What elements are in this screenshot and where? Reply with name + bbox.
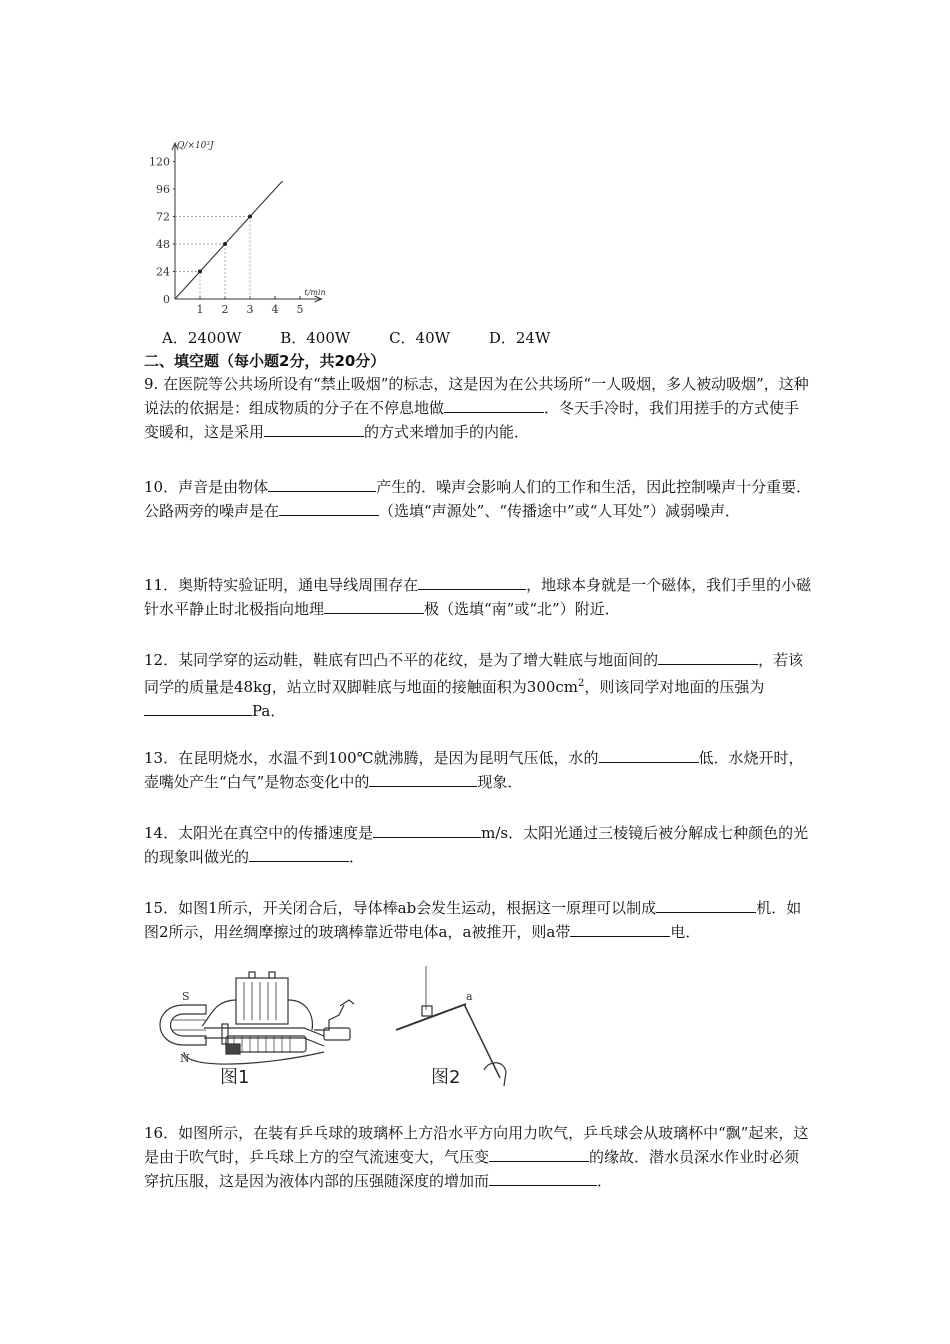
option-a: A．2400W	[162, 329, 242, 347]
q16-text-3: ．	[597, 1172, 613, 1190]
section-title: 二、填空题（每小题2分，共20分）	[144, 352, 386, 370]
q11-text-2: ，地球本身就是一个磁体，我们手里的小磁针水平静止时北极指向地理	[144, 576, 812, 618]
q10-blank-1[interactable]	[268, 477, 376, 492]
q14-blank-1[interactable]	[373, 823, 481, 838]
q14-text-1: 14．太阳光在真空中的传播速度是	[144, 824, 374, 842]
question-16	[144, 1121, 814, 1193]
q16-text-1: 16．如图所示，在装有乒乓球的玻璃杯上方沿水平方向用力吹气，乒乓球会从玻璃杯中“飘”起来，这是由于吹气时，乒乓球上方的空气流速变大，气压变	[144, 1124, 809, 1166]
q12-text-4: Pa．	[252, 702, 286, 720]
data-point	[223, 242, 227, 246]
q14-text-3: ．	[349, 848, 365, 866]
q13-text-1: 13．在昆明烧水，水温不到100℃就沸腾，是因为昆明气压低，水的	[144, 749, 599, 767]
y-tick-label: 0	[163, 293, 170, 306]
q15-blank-2[interactable]	[570, 922, 670, 937]
y-tick-label: 24	[156, 265, 170, 279]
q15-blank-1[interactable]	[656, 898, 756, 913]
question-13	[144, 746, 814, 794]
q13-blank-2[interactable]	[369, 772, 477, 787]
y-tick-label: 120	[149, 155, 170, 169]
heat-time-chart	[140, 135, 360, 325]
q9-text-1: 9. 在医院等公共场所设有“禁止吸烟”的标志，这是因为在公共场所“一人吸烟，多人被动吸烟”，这种说法的依据是：组成物质的分子在不停息地做	[144, 375, 809, 417]
question-11	[144, 573, 814, 621]
q9-text-3: 的方式来增加手的内能．	[364, 423, 530, 441]
x-tick-label: 5	[296, 303, 304, 316]
q15-text-1: 15．如图1所示，开关闭合后，导体棒ab会发生运动，根据这一原理可以制成	[144, 899, 657, 917]
q12-superscript: 2	[578, 678, 585, 689]
x-tick-label: 4	[271, 303, 279, 316]
q14-text-2: m/s．太阳光通过三棱镜后被分解成七种颜色的光的现象叫做光的	[144, 824, 809, 866]
option-c: C．40W	[389, 329, 451, 347]
y-tick-label: 96	[156, 182, 170, 196]
y-axis-label: Q/×10³J	[177, 141, 214, 151]
q16-blank-2[interactable]	[489, 1171, 597, 1186]
q15-text-2: 机．如图2所示，用丝绸摩擦过的玻璃棒靠近带电体a，a被推开，则a带	[144, 899, 802, 941]
q16-text-2: 的缘故．潜水员深水作业时必须穿抗压服，这是因为液体内部的压强随深度的增加而	[144, 1148, 800, 1190]
q11-blank-1[interactable]	[418, 575, 526, 590]
question-10	[144, 475, 814, 523]
x-tick-label: 3	[246, 303, 254, 316]
q11-text-3: 极（选填“南”或“北”）附近．	[424, 600, 620, 618]
q15-text-3: 电．	[670, 923, 701, 941]
question-12	[144, 648, 814, 723]
question-9	[144, 372, 814, 444]
x-tick-label: 1	[196, 303, 204, 316]
q10-blank-2[interactable]	[279, 501, 379, 516]
data-point	[198, 269, 202, 273]
question-15	[144, 896, 814, 944]
answer-options	[162, 327, 584, 348]
q10-text-1: 10．声音是由物体	[144, 478, 269, 496]
q13-text-2: 低．水烧开时，壶嘴处产生“白气”是物态变化中的	[144, 749, 804, 791]
option-b: B．400W	[280, 329, 351, 347]
x-tick-label: 2	[221, 303, 229, 316]
figures	[144, 960, 544, 1090]
q9-blank-2[interactable]	[264, 422, 364, 437]
question-14	[144, 821, 814, 869]
q16-blank-1[interactable]	[489, 1147, 589, 1162]
q12-text-3: ，则该同学对地面的压强为	[584, 678, 765, 696]
fig1-mark-n: N	[180, 1052, 190, 1065]
q11-text-1: 11．奥斯特实验证明，通电导线周围存在	[144, 576, 419, 594]
fig2-mark-a: a	[466, 990, 473, 1003]
q10-text-2: 产生的．噪声会影响人们的工作和生活，因此控制噪声十分重要．公路两旁的噪声是在	[144, 478, 812, 520]
figure-1-label: 图1	[220, 1067, 250, 1088]
figure-2-label: 图2	[431, 1067, 461, 1088]
fig1-mark-s: S	[182, 990, 190, 1003]
figure-1-apparatus	[160, 972, 354, 1064]
q9-text-2: ．冬天手冷时，我们用搓手的方式使手变暖和，这是采用	[144, 399, 800, 441]
q13-blank-1[interactable]	[599, 748, 699, 763]
q11-blank-2[interactable]	[324, 599, 424, 614]
q12-text-2: ，若该同学的质量是48kg，站立时双脚鞋底与地面的接触面积为300cm	[144, 651, 804, 696]
q12-blank-1[interactable]	[658, 650, 758, 665]
y-tick-label: 72	[156, 210, 170, 224]
q12-text-1: 12．某同学穿的运动鞋，鞋底有凹凸不平的花纹，是为了增大鞋底与地面间的	[144, 651, 659, 669]
data-point	[248, 214, 252, 218]
q9-blank-1[interactable]	[444, 398, 544, 413]
option-d: D．24W	[488, 329, 551, 347]
data-line	[175, 181, 283, 299]
q14-blank-2[interactable]	[249, 847, 349, 862]
q12-blank-2[interactable]	[144, 701, 252, 716]
y-tick-label: 48	[156, 237, 170, 251]
q10-text-3: （选填“声源处”、“传播途中”或“人耳处”）减弱噪声．	[379, 502, 741, 520]
q13-text-3: 现象．	[477, 773, 523, 791]
x-axis-label: t/min	[304, 288, 326, 297]
chart-layer	[149, 141, 326, 316]
